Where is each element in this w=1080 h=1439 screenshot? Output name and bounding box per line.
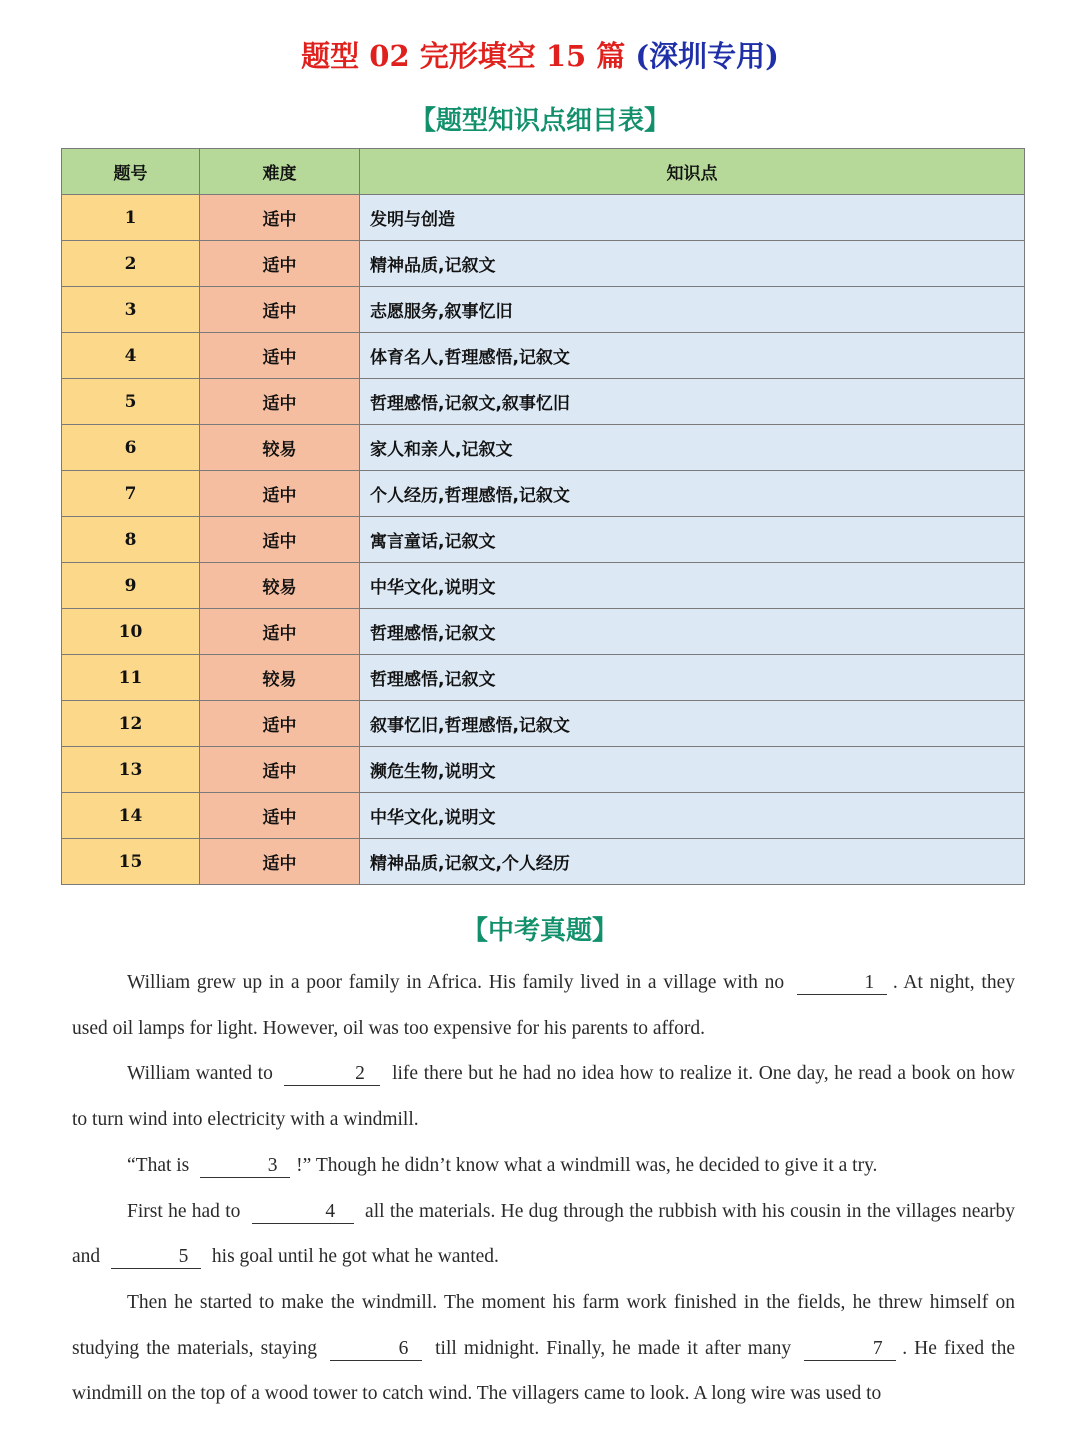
cell-difficulty: 适中 [200, 241, 360, 287]
cell-topic: 志愿服务,叙事忆旧 [360, 287, 1025, 333]
passage-text: life there but he had no idea how to realize it. One day, he read a book on how to turn wind into electricity with a windmill. [72, 1063, 1015, 1131]
paragraph [72, 1189, 1015, 1280]
knowledge-table [61, 148, 1025, 885]
cell-difficulty: 适中 [200, 333, 360, 379]
blank-3: 3 [200, 1155, 290, 1178]
table-caption: 【题型知识点细目表】 [409, 106, 670, 136]
cell-topic: 中华文化,说明文 [360, 793, 1025, 839]
cell-number: 4 [62, 333, 200, 379]
cell-number: 10 [62, 609, 200, 655]
header-difficulty: 难度 [200, 149, 360, 195]
title-region: (深圳专用) [635, 39, 779, 73]
cell-topic: 哲理感悟,记叙文,叙事忆旧 [360, 379, 1025, 425]
cell-number: 13 [62, 747, 200, 793]
cell-number: 15 [62, 839, 200, 885]
cell-difficulty: 较易 [200, 655, 360, 701]
cell-number: 3 [62, 287, 200, 333]
cell-topic: 发明与创造 [360, 195, 1025, 241]
title-main: 题型 02 完形填空 15 篇 [301, 39, 636, 73]
blank-7: 7 [804, 1338, 896, 1361]
table-header-row [62, 149, 1025, 195]
passage-text: . He fixed the windmill on the top of a wood tower to catch wind. The villagers came to look. A long wire was used to [72, 1337, 1015, 1405]
passage-text: “That is [127, 1154, 190, 1176]
blank-2: 2 [284, 1063, 380, 1086]
table-row [62, 425, 1025, 471]
table-row [62, 287, 1025, 333]
cell-number: 14 [62, 793, 200, 839]
cell-number: 8 [62, 517, 200, 563]
blank-5: 5 [111, 1246, 201, 1269]
passage-text: Then he started to make the windmill. The moment his farm work finished in the fields, he threw himself on studying the materials, staying [72, 1291, 1015, 1359]
cell-number: 2 [62, 241, 200, 287]
header-topic: 知识点 [360, 149, 1025, 195]
table-row [62, 793, 1025, 839]
passage-text: till midnight. Finally, he made it after many [435, 1337, 792, 1359]
paragraph [72, 1280, 1015, 1417]
table-row [62, 241, 1025, 287]
cell-number: 7 [62, 471, 200, 517]
cell-number: 11 [62, 655, 200, 701]
cell-topic: 中华文化,说明文 [360, 563, 1025, 609]
table-row [62, 471, 1025, 517]
passage-text: William wanted to [127, 1063, 273, 1085]
blank-1: 1 [797, 972, 887, 995]
passage-text: his goal until he got what he wanted. [211, 1246, 499, 1268]
cell-topic: 寓言童话,记叙文 [360, 517, 1025, 563]
cell-topic: 哲理感悟,记叙文 [360, 655, 1025, 701]
cell-difficulty: 适中 [200, 609, 360, 655]
cell-difficulty: 适中 [200, 793, 360, 839]
cloze-passage [72, 960, 1015, 1417]
paragraph [72, 960, 1015, 1051]
cell-topic: 哲理感悟,记叙文 [360, 609, 1025, 655]
passage-text: William grew up in a poor family in Africa. His family lived in a village with no [127, 972, 785, 993]
cell-difficulty: 适中 [200, 517, 360, 563]
cell-number: 6 [62, 425, 200, 471]
cell-topic: 家人和亲人,记叙文 [360, 425, 1025, 471]
table-row [62, 839, 1025, 885]
passage-text: !” Though he didn’t know what a windmill was, he decided to give it a try. [296, 1154, 878, 1176]
paragraph [72, 1051, 1015, 1142]
page-title [0, 34, 1080, 75]
table-row [62, 701, 1025, 747]
blank-4: 4 [252, 1201, 354, 1224]
paragraph [72, 1143, 1015, 1189]
cell-topic: 精神品质,记叙文 [360, 241, 1025, 287]
blank-6: 6 [330, 1338, 422, 1361]
cell-difficulty: 适中 [200, 701, 360, 747]
table-row [62, 747, 1025, 793]
cell-number: 1 [62, 195, 200, 241]
passage-text: First he had to [127, 1200, 241, 1222]
cell-topic: 精神品质,记叙文,个人经历 [360, 839, 1025, 885]
passage-text: all the materials. He dug through the rubbish with his cousin in the villages nearby and [72, 1200, 1016, 1268]
exam-caption: 【中考真题】 [461, 916, 618, 946]
cell-difficulty: 适中 [200, 287, 360, 333]
cell-difficulty: 较易 [200, 563, 360, 609]
cell-difficulty: 适中 [200, 747, 360, 793]
table-row [62, 609, 1025, 655]
cell-number: 5 [62, 379, 200, 425]
cell-difficulty: 适中 [200, 471, 360, 517]
cell-difficulty: 较易 [200, 425, 360, 471]
header-number: 题号 [62, 149, 200, 195]
cell-difficulty: 适中 [200, 195, 360, 241]
table-row [62, 563, 1025, 609]
cell-difficulty: 适中 [200, 379, 360, 425]
table-row [62, 655, 1025, 701]
cell-difficulty: 适中 [200, 839, 360, 885]
cell-number: 9 [62, 563, 200, 609]
cell-number: 12 [62, 701, 200, 747]
table-row [62, 517, 1025, 563]
cell-topic: 叙事忆旧,哲理感悟,记叙文 [360, 701, 1025, 747]
table-row [62, 333, 1025, 379]
cell-topic: 体育名人,哲理感悟,记叙文 [360, 333, 1025, 379]
table-row [62, 195, 1025, 241]
passage-text: . At night, they used oil lamps for light. However, oil was too expensive for his parents to afford. [72, 972, 1015, 1039]
cell-topic: 个人经历,哲理感悟,记叙文 [360, 471, 1025, 517]
cell-topic: 濒危生物,说明文 [360, 747, 1025, 793]
table-row [62, 379, 1025, 425]
